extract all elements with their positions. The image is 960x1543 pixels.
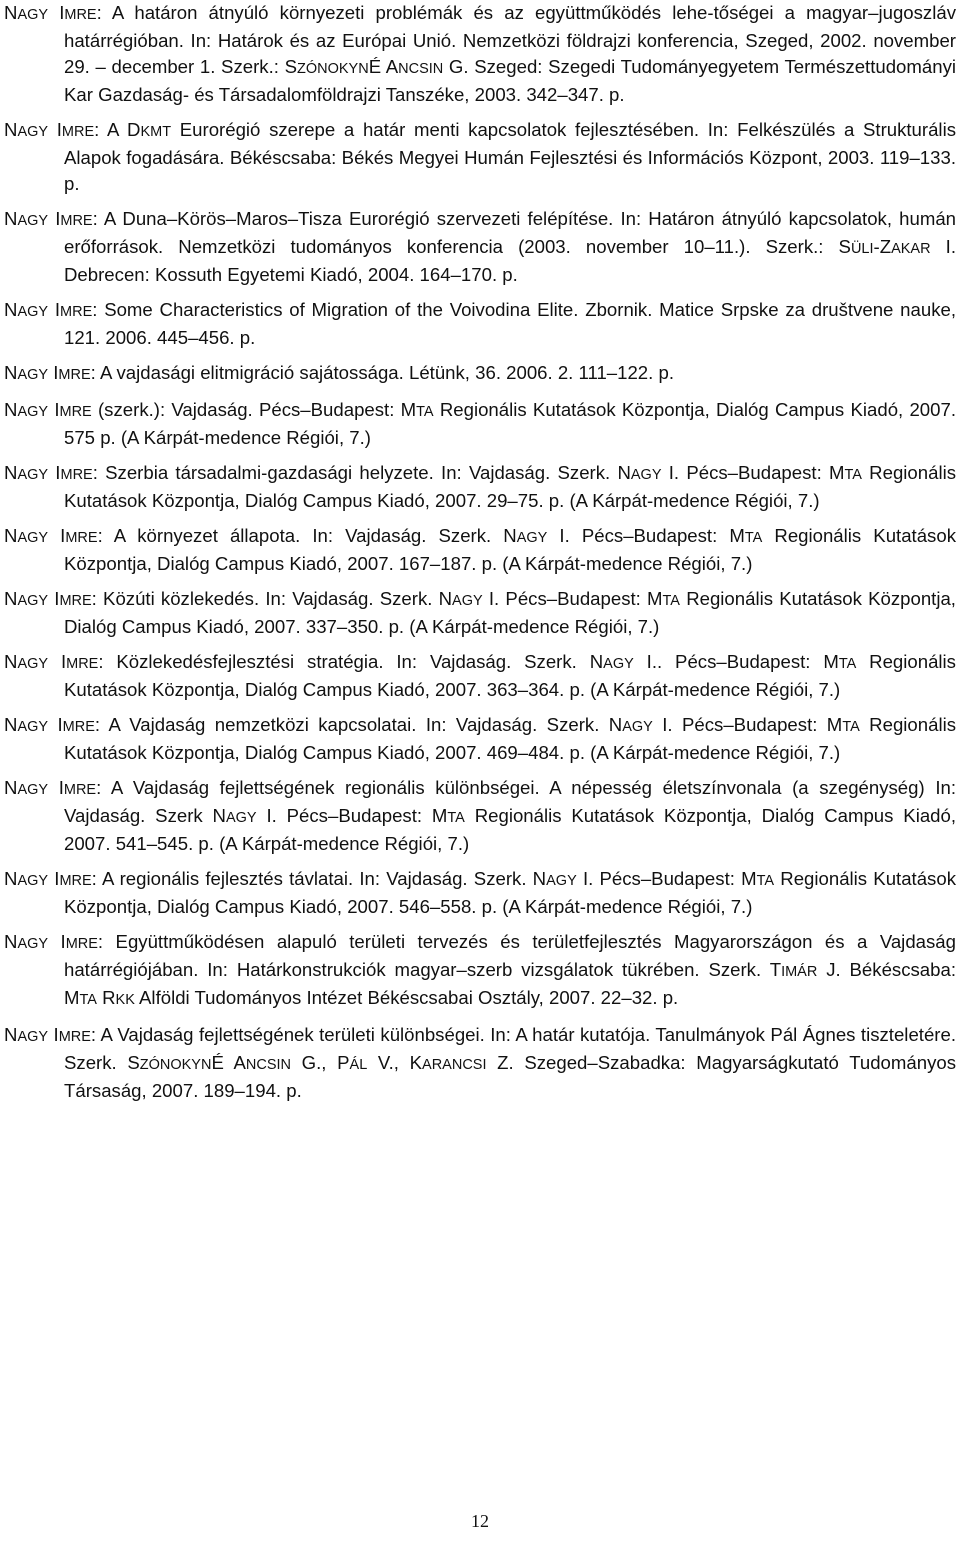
- reference-entry: NAGY IMRE: A határon átnyúló környezeti problémák és az együttműködés lehe-tőségei a magyar–jugoszláv határrégióban. In: Határok és az Európai Unió. Nemzetközi földrajzi konferencia, Szeged, 2002. november 29. – december 1. Szerk.: SZÓNOKYNÉ ANCSIN G. Szeged: Szegedi Tudományegyetem Természettudományi Kar Gazdaság- és Társadalomföldrajzi Tanszéke, 2003. 342–347. p.: [4, 2, 956, 105]
- reference-entry: NAGY IMRE: A DKMT Eurorégió szerepe a határ menti kapcsolatok fejlesztésében. In: Felkészülés a Strukturális Alapok fogadására. Békéscsaba: Békés Megyei Humán Fejlesztési és Információs Központ, 2003. 119–133. p.: [4, 119, 956, 194]
- reference-entry: NAGY IMRE: Szerbia társadalmi-gazdasági helyzete. In: Vajdaság. Szerk. NAGY I. Pécs–Budapest: MTA Regionális Kutatások Központja, Dialóg Campus Kiadó, 2007. 29–75. p. (A Kárpát-medence Régiói, 7.): [4, 462, 957, 511]
- reference-entry: NAGY IMRE: A vajdasági elitmigráció sajátossága. Létünk, 36. 2006. 2. 111–122. p.: [4, 362, 674, 383]
- page-number: 12: [471, 1511, 489, 1531]
- reference-entry: NAGY IMRE: A Vajdaság nemzetközi kapcsolatai. In: Vajdaság. Szerk. NAGY I. Pécs–Budapest: MTA Regionális Kutatások Központja, Dialóg Campus Kiadó, 2007. 469–484. p. (A Kárpát-medence Régiói, 7.): [4, 714, 957, 763]
- reference-entry: NAGY IMRE: A Vajdaság fejlettségének területi különbségei. In: A határ kutatója. Tanulmányok Pál Ágnes tiszteletére. Szerk. SZÓNOKYNÉ ANCSIN G., PÁL V., KARANCSI Z. Szeged–Szabadka: Magyarságkutató Tudományos Társaság, 2007. 189–194. p.: [4, 1024, 956, 1101]
- reference-entry: NAGY IMRE: A környezet állapota. In: Vajdaság. Szerk. NAGY I. Pécs–Budapest: MTA Regionális Kutatások Központja, Dialóg Campus Kiadó, 2007. 167–187. p. (A Kárpát-medence Régiói, 7.): [4, 525, 956, 574]
- reference-entry: NAGY IMRE (szerk.): Vajdaság. Pécs–Budapest: MTA Regionális Kutatások Központja, Dialóg Campus Kiadó, 2007. 575 p. (A Kárpát-medence Régiói, 7.): [4, 399, 956, 448]
- reference-entry: NAGY IMRE: Közlekedésfejlesztési stratégia. In: Vajdaság. Szerk. NAGY I.. Pécs–Budapest: MTA Regionális Kutatások Központja, Dialóg Campus Kiadó, 2007. 363–364. p. (A Kárpát-medence Régiói, 7.): [4, 651, 956, 700]
- bibliography-list: [4, 0, 956, 1113]
- reference-entry: NAGY IMRE: A Duna–Körös–Maros–Tisza Eurorégió szervezeti felépítése. In: Határon átnyúló kapcsolatok, humán erőforrások. Nemzetközi tudományos konferencia (2003. november 10–11.). Szerk.: SÜLI-ZAKAR I. Debrecen: Kossuth Egyetemi Kiadó, 2004. 164–170. p.: [4, 208, 957, 285]
- reference-entry: NAGY IMRE: A Vajdaság fejlettségének regionális különbségei. A népesség életszínvonala (a szegénység) In: Vajdaság. Szerk NAGY I. Pécs–Budapest: MTA Regionális Kutatások Központja, Dialóg Campus Kiadó, 2007. 541–545. p. (A Kárpát-medence Régiói, 7.): [4, 777, 957, 854]
- reference-entry: NAGY IMRE: Some Characteristics of Migration of the Voivodina Elite. Zbornik. Matice Srpske za društvene nauke, 121. 2006. 445–456. p.: [4, 299, 957, 348]
- reference-entry: NAGY IMRE: A regionális fejlesztés távlatai. In: Vajdaság. Szerk. NAGY I. Pécs–Budapest: MTA Regionális Kutatások Központja, Dialóg Campus Kiadó, 2007. 546–558. p. (A Kárpát-medence Régiói, 7.): [4, 868, 956, 917]
- reference-entry: NAGY IMRE: Együttműködésen alapuló területi tervezés és területfejlesztés Magyarországon és a Vajdaság határrégiójában. In: Határkonstrukciók magyar–szerb vizsgálatok tükrében. Szerk. TIMÁR J. Békéscsaba: MTA RKK Alföldi Tudományos Intézet Békéscsabai Osztály, 2007. 22–32. p.: [4, 931, 956, 1008]
- reference-entry: NAGY IMRE: Közúti közlekedés. In: Vajdaság. Szerk. NAGY I. Pécs–Budapest: MTA Regionális Kutatások Központja, Dialóg Campus Kiadó, 2007. 337–350. p. (A Kárpát-medence Régiói, 7.): [4, 588, 956, 637]
